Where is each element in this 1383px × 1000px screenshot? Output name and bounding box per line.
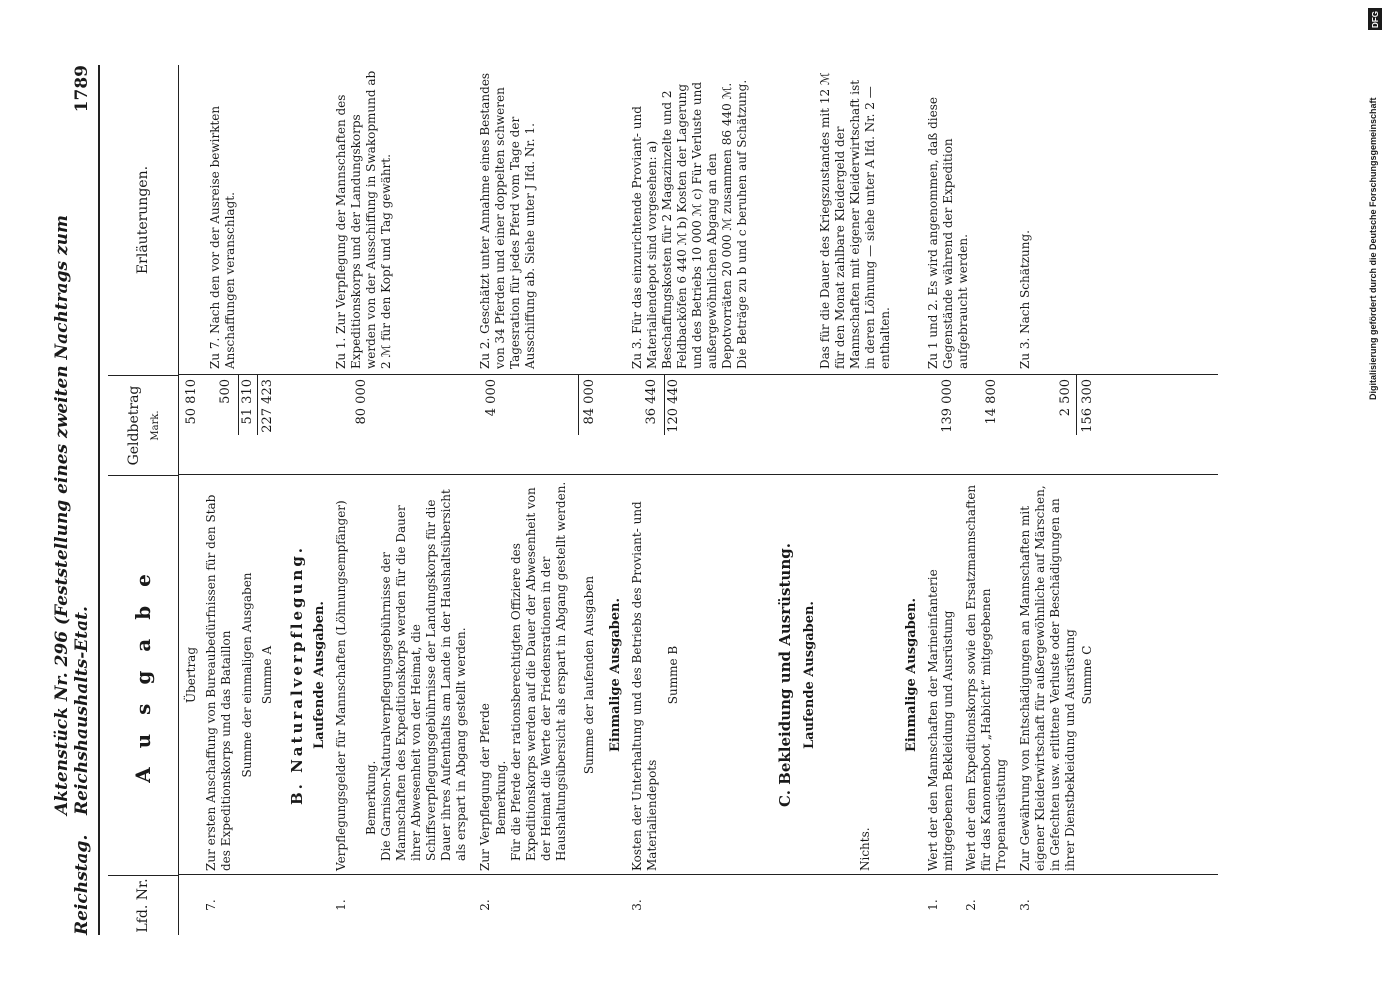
amount: 84 000 — [582, 379, 597, 425]
note: Zu 1. Zur Verpflegung der Mannschaften des Expeditionskorps und der Landungskorps werden von der Ausschiffung in Swakopmund ab 2 ℳ für den Kopf und Tag gewährt. — [334, 70, 393, 369]
amount: 50 810 — [184, 379, 199, 425]
row-sum-a: Summe A — [260, 645, 274, 705]
row-number: 3. — [1018, 899, 1032, 911]
note: Zu 1 und 2. Es wird angenommen, daß diese Gegenstände während der Expedition aufgebraucht werden. — [926, 96, 970, 369]
row-number: 1. — [926, 899, 940, 911]
note: Zu 7. Nach den vor der Ausreise bewirkten Anschaffungen veranschlagt. — [208, 105, 237, 369]
sum-line — [1076, 375, 1077, 435]
section-c-sub2: Einmalige Ausgaben. — [904, 598, 919, 752]
row-text: Zur Gewährung von Entschädigungen an Mannschaften mit eigener Kleiderwirtschaft für außergewöhnliche auf Märschen, in Gefechten usw. erlittene Verluste oder Beschädigungen an ihrer Dienstbekleidung und Ausrüstung — [1018, 485, 1077, 871]
col-erlaeuterungen-label: Erläuterungen. — [135, 165, 151, 275]
row-nichts: Nichts. — [858, 827, 872, 871]
row-number: 3. — [630, 899, 644, 911]
row-sum-einmalig: Summe der einmaligen Ausgaben — [240, 572, 254, 778]
sum-line — [238, 375, 239, 435]
remark-title: Bemerkung. — [364, 760, 378, 835]
remark-text: Die Garnison-Naturalverpflegungsgebührnisse der Mannschaften des Expeditionskorps werden für die Dauer ihrer Abwesenheit von der Heimat, die Schiffsverpflegungsgebührnisse der Landungskorps für die Dauer ihres Aufenthalts am Lande in der Haushaltsübersicht als erspart in Abgang gestellt werden. — [379, 489, 468, 861]
note: Das für die Dauer des Kriegszustandes mit 12 ℳ für den Monat zahlbare Kleidergeld der Mannschaften mit eigener Kleiderwirtschaft ist in deren Löhnung — siehe unter A lfd. Nr. 2 — enthalten. — [818, 72, 892, 369]
amount: 14 800 — [984, 379, 999, 425]
amount: 120 440 — [666, 379, 681, 433]
col-lfd-nr — [108, 875, 178, 935]
margin-note-text: Digitalisierung gefördert durch die Deutsche Forschungsgemeinschaft — [1368, 97, 1378, 400]
row-sum-c: Summe C — [1080, 645, 1094, 705]
amount: 500 — [218, 379, 233, 404]
note: Zu 3. Nach Schätzung. — [1018, 230, 1032, 369]
col-ausgabe-label: A u s g a b e — [131, 568, 155, 783]
table-header — [108, 65, 179, 935]
section-c-title: C. Bekleidung und Ausrüstung. — [776, 543, 794, 807]
section-b-sub2: Einmalige Ausgaben. — [608, 598, 623, 752]
col-lfd-label: Lfd. Nr. — [135, 878, 151, 933]
row-sum-b: Summe B — [666, 645, 680, 705]
row-uebertrag: Übertrag — [184, 646, 198, 704]
remark-title: Bemerkung. — [494, 760, 508, 835]
amount: 139 000 — [940, 379, 955, 433]
col-erlaeuterungen — [108, 65, 178, 375]
col-geldbetrag-label: Geldbetrag — [125, 385, 142, 466]
amount: 80 000 — [354, 379, 369, 425]
row-text: Zur ersten Anschaffung von Bureaubedürfnissen für den Stab des Expeditionskorps und das Bataillon — [204, 494, 233, 871]
table-body — [178, 65, 1278, 935]
col-geldbetrag — [108, 375, 178, 475]
header-left: Reichstag. — [72, 834, 92, 935]
col-ausgabe — [108, 475, 178, 875]
amount: 4 000 — [484, 379, 499, 417]
amount: 227 423 — [260, 379, 275, 433]
section-b-sub1: Laufende Ausgaben. — [312, 601, 327, 749]
divider — [178, 374, 1218, 375]
rotated-sheet — [52, 65, 1280, 935]
row-number: 2. — [478, 899, 492, 911]
sum-line — [664, 375, 665, 435]
header-title: Aktenstück Nr. 296 (Feststellung eines zweiten Nachtrags zum Reichshaushalts-Etat. — [52, 214, 92, 815]
row-number: 2. — [964, 899, 978, 911]
sum-line — [257, 375, 258, 435]
row-number: 1. — [334, 899, 348, 911]
note: Zu 3. Für das einzurichtende Proviant- und Materialiendepot sind vorgesehen: a) Beschaffungskosten für 2 Magazinzelte und 2 Feldbacköfen 6 440 ℳ b) Kosten der Lagerung und des Betriebs 10 000 ℳ c) Für Verluste und außergewöhnlichen Abgang an den Depotvorräten 20 000 ℳ zusammen 86 440 ℳ. Die Beträge zu b und c beruhen auf Schätzung. — [630, 79, 749, 369]
page-header — [52, 65, 100, 935]
row-text: Zur Verpflegung der Pferde — [478, 703, 492, 871]
section-b-title: B. Naturalverpflegung. — [288, 544, 306, 806]
amount: 156 300 — [1080, 379, 1095, 433]
amount: 51 310 — [240, 379, 255, 425]
row-text: Wert der dem Expeditionskorps sowie den Ersatzmannschaften für das Kanonenboot „Habicht“ mitgegebenen Tropenausrüstung — [964, 484, 1008, 871]
margin-note — [1368, 10, 1382, 990]
note: Zu 2. Geschätzt unter Annahme eines Bestandes von 34 Pferden und einer doppelten schweren Tagesration für jedes Pferd vom Tage der Ausschiffung ab. Siehe unter J lfd. Nr. 1. — [478, 72, 537, 369]
row-text: Wert der den Mannschaften der Marineinfanterie mitgegebenen Bekleidung und Ausrüstung — [926, 569, 955, 871]
row-number: 7. — [204, 899, 218, 911]
row-text: Verpflegungsgelder für Mannschaften (Löhnungsempfänger) — [334, 500, 348, 871]
amount: 36 440 — [644, 379, 659, 425]
page-number: 1789 — [72, 65, 92, 113]
row-sum-laufend: Summe der laufenden Ausgaben — [582, 575, 596, 775]
row-text: Kosten der Unterhaltung und des Betriebs des Proviant- und Materialiendepots — [630, 501, 659, 871]
section-c-sub1: Laufende Ausgaben. — [802, 601, 817, 749]
remark-text: Für die Pferde der rationsberechtigten Offiziere des Expeditionskorps werden auf die Dauer der Abwesenheit von der Heimat die Werte der Friedensrationen in der Haushaltungsübersicht als erspart in Abgang gestellt werden. — [509, 481, 568, 861]
sum-line — [578, 375, 579, 435]
dfg-logo-text: DFG — [1370, 10, 1380, 28]
col-mark-label: Mark. — [149, 410, 161, 441]
amount: 2 500 — [1058, 379, 1073, 417]
